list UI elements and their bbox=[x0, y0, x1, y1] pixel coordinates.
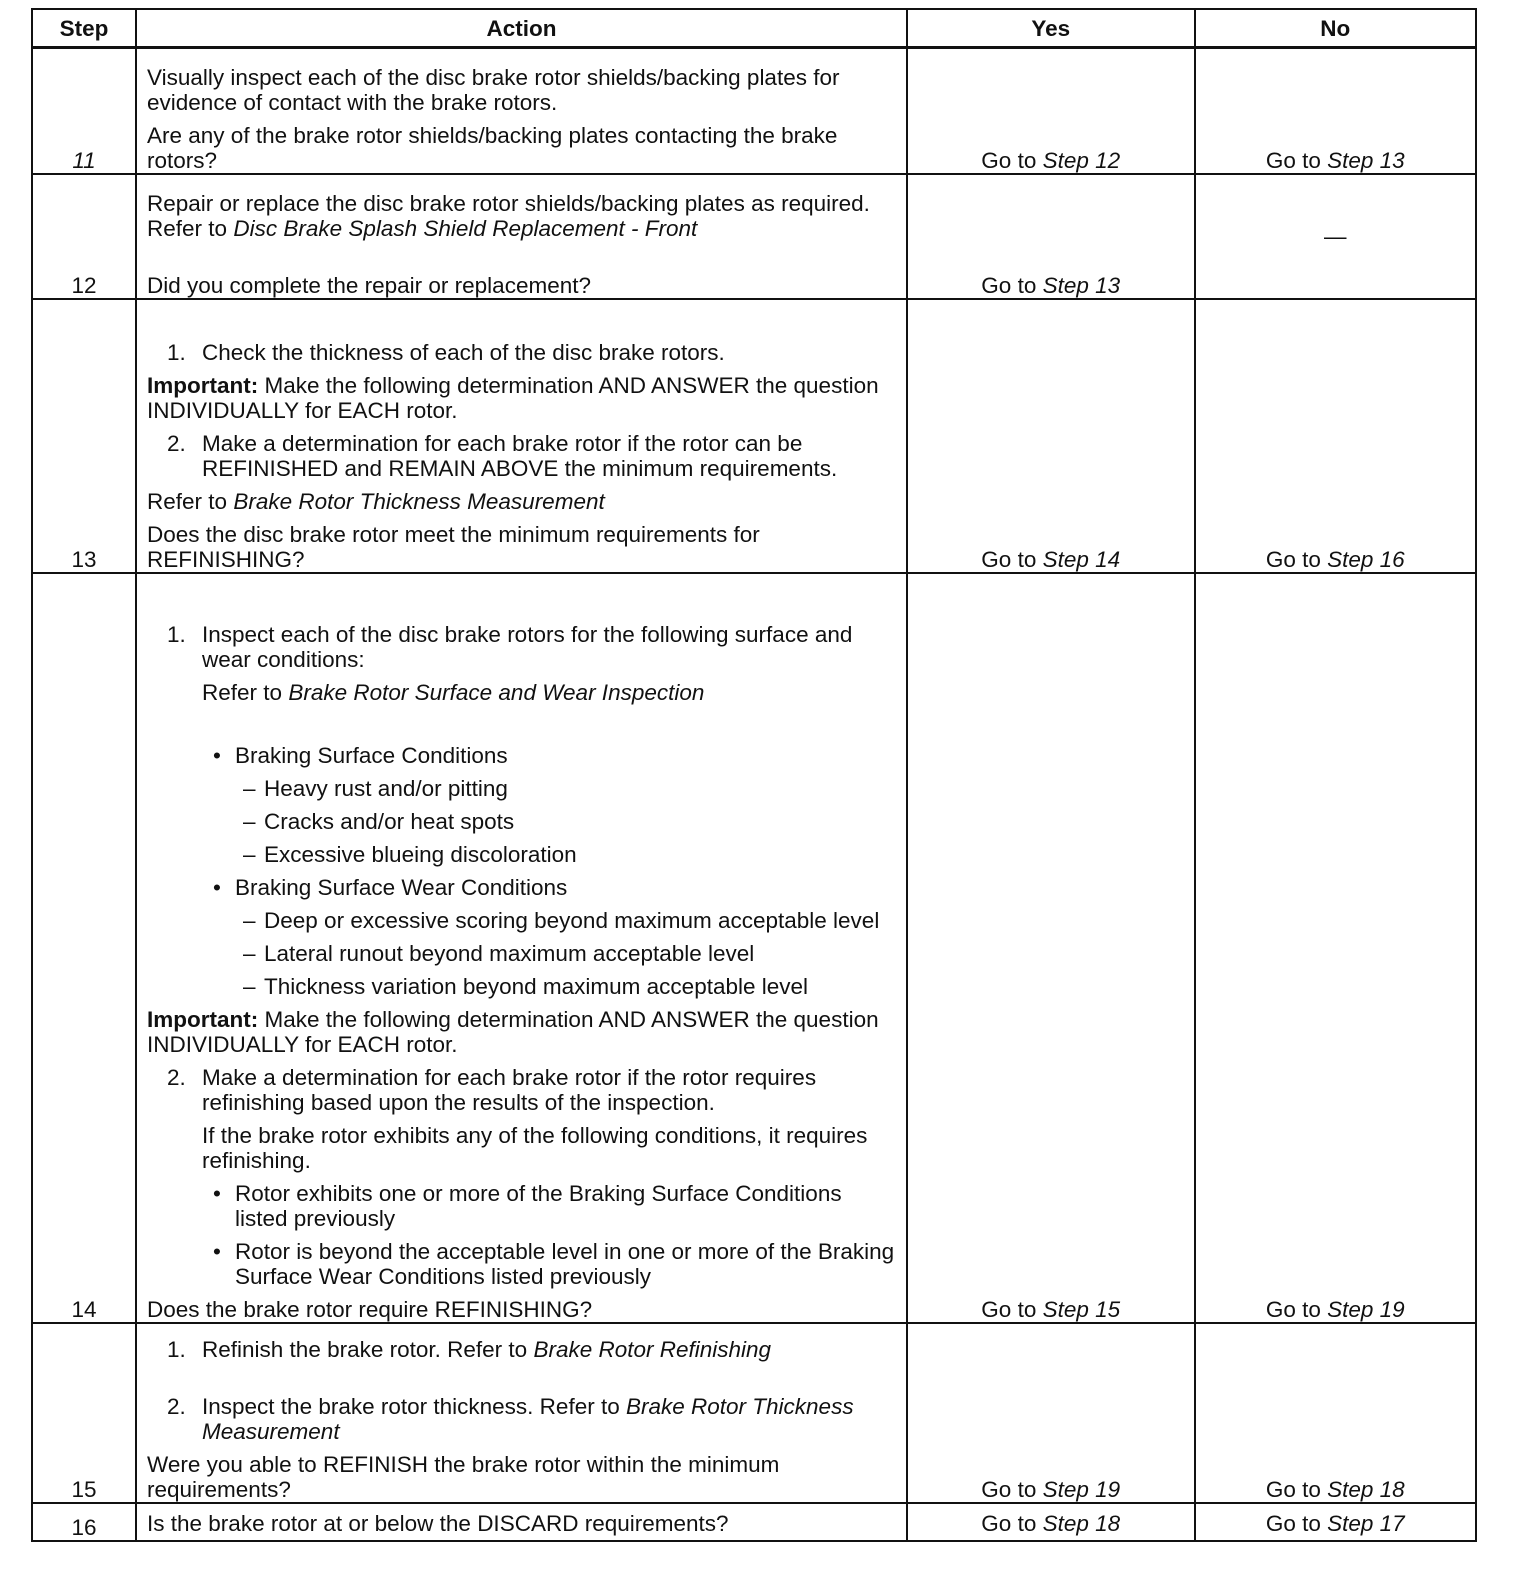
yes-step-ref: Step 15 bbox=[1042, 1296, 1121, 1322]
yes-step-ref: Step 13 bbox=[1042, 272, 1121, 298]
step-row-15 bbox=[32, 1323, 1476, 1503]
reference-prefix: Refer to bbox=[202, 679, 283, 705]
action-text: Visually inspect each of the disc brake rotor shields/backing plates for evidence of contact with the brake rotors. bbox=[147, 64, 840, 115]
yes-result bbox=[907, 174, 1195, 299]
go-to-label: Go to bbox=[981, 1510, 1037, 1536]
step-question: Were you able to REFINISH the brake rotor within the minimum requirements? bbox=[147, 1451, 780, 1502]
important-text: Make the following determination AND ANSWER the question INDIVIDUALLY for EACH rotor. bbox=[147, 372, 879, 423]
condition-bullet bbox=[147, 1181, 896, 1231]
yes-result bbox=[907, 1503, 1195, 1541]
reference-link: Brake Rotor Thickness Measurement bbox=[202, 1393, 854, 1444]
sub-bullet-text: Cracks and/or heat spots bbox=[264, 808, 515, 834]
go-to-label: Go to bbox=[981, 546, 1037, 572]
step-row-13 bbox=[32, 299, 1476, 573]
yes-step-ref: Step 12 bbox=[1042, 147, 1121, 173]
header-no: No bbox=[1195, 9, 1476, 48]
spacer bbox=[147, 1370, 896, 1394]
reference-link: Brake Rotor Thickness Measurement bbox=[233, 488, 605, 514]
important-label: Important: bbox=[147, 1006, 259, 1032]
numbered-item bbox=[147, 1394, 896, 1444]
go-to-label: Go to bbox=[981, 1476, 1037, 1502]
item-text: Check the thickness of each of the disc brake rotors. bbox=[202, 339, 725, 365]
important-label: Important: bbox=[147, 372, 259, 398]
item-number: 2. bbox=[167, 430, 186, 456]
dash-icon: – bbox=[243, 973, 256, 999]
header-step: Step bbox=[32, 9, 136, 48]
step-action bbox=[136, 299, 907, 573]
go-to-label: Go to bbox=[981, 147, 1037, 173]
no-result-dash: — bbox=[1195, 174, 1476, 299]
step-question: Did you complete the repair or replacement? bbox=[147, 272, 591, 298]
bullet-text: Braking Surface Wear Conditions bbox=[235, 874, 568, 900]
step-number: 13 bbox=[32, 299, 136, 573]
action-text bbox=[147, 191, 896, 241]
reference-link: Disc Brake Splash Shield Replacement - Front bbox=[233, 215, 698, 241]
reference-link: Brake Rotor Surface and Wear Inspection bbox=[288, 679, 705, 705]
sub-bullet-text: Thickness variation beyond maximum acceptable level bbox=[264, 973, 809, 999]
step-action bbox=[136, 48, 907, 174]
item-number: 1. bbox=[167, 621, 186, 647]
item-text: Inspect each of the disc brake rotors for the following surface and wear conditions: bbox=[202, 621, 853, 672]
sub-bullet-item bbox=[147, 842, 896, 867]
item-number: 2. bbox=[167, 1393, 186, 1419]
step-number: 16 bbox=[32, 1503, 136, 1541]
step-question: Is the brake rotor at or below the DISCARD requirements? bbox=[147, 1510, 729, 1536]
step-number: 12 bbox=[32, 174, 136, 299]
yes-result bbox=[907, 48, 1195, 174]
no-step-ref: Step 13 bbox=[1327, 147, 1405, 173]
numbered-item bbox=[147, 340, 896, 365]
no-step-ref: Step 16 bbox=[1327, 546, 1405, 572]
sub-bullet-item bbox=[147, 809, 896, 834]
item-text: Refinish the brake rotor. Refer to bbox=[202, 1336, 528, 1362]
no-result bbox=[1195, 1503, 1476, 1541]
go-to-label: Go to bbox=[1265, 147, 1321, 173]
no-result bbox=[1195, 48, 1476, 174]
step-action bbox=[136, 1323, 907, 1503]
go-to-label: Go to bbox=[1265, 1296, 1321, 1322]
yes-step-ref: Step 18 bbox=[1042, 1510, 1121, 1536]
step-action bbox=[136, 174, 907, 299]
item-text: Inspect the brake rotor thickness. Refer to bbox=[202, 1393, 620, 1419]
dash-icon: – bbox=[243, 841, 256, 867]
step-question: Are any of the brake rotor shields/backing plates contacting the brake rotors? bbox=[147, 122, 838, 173]
step-action bbox=[136, 1503, 907, 1541]
yes-result bbox=[907, 299, 1195, 573]
sub-bullet-text: Excessive blueing discoloration bbox=[264, 841, 577, 867]
reference-line bbox=[147, 489, 896, 514]
sub-bullet-item bbox=[147, 908, 896, 933]
yes-step-ref: Step 19 bbox=[1042, 1476, 1121, 1502]
item-number: 1. bbox=[167, 339, 186, 365]
item-number: 1. bbox=[167, 1336, 186, 1362]
diagnostic-procedure-page bbox=[31, 8, 1477, 1542]
bullet-dot-icon: • bbox=[213, 874, 221, 900]
item-number: 2. bbox=[167, 1064, 186, 1090]
no-result bbox=[1195, 573, 1476, 1323]
spacer bbox=[147, 249, 896, 273]
step-row-11 bbox=[32, 48, 1476, 174]
item-note: If the brake rotor exhibits any of the following conditions, it requires refinishing. bbox=[202, 1122, 868, 1173]
step-question: Does the brake rotor require REFINISHING? bbox=[147, 1296, 593, 1322]
reference-link: Brake Rotor Refinishing bbox=[533, 1336, 772, 1362]
sub-bullet-text: Deep or excessive scoring beyond maximum acceptable level bbox=[264, 907, 880, 933]
action-text-body: Repair or replace the disc brake rotor shields/backing plates as required. Refer to bbox=[147, 190, 870, 241]
bullet-item bbox=[147, 875, 896, 900]
go-to-label: Go to bbox=[981, 1296, 1037, 1322]
step-row-16 bbox=[32, 1503, 1476, 1541]
bullet-dot-icon: • bbox=[213, 1238, 221, 1264]
sub-bullet-text: Lateral runout beyond maximum acceptable level bbox=[264, 940, 755, 966]
go-to-label: Go to bbox=[1265, 1476, 1321, 1502]
condition-bullet bbox=[147, 1239, 896, 1289]
item-text: Make a determination for each brake rotor if the rotor requires refinishing based upon the results of the inspection. bbox=[202, 1064, 817, 1115]
yes-result bbox=[907, 1323, 1195, 1503]
dash-icon: – bbox=[243, 808, 256, 834]
no-result bbox=[1195, 299, 1476, 573]
condition-text: Rotor exhibits one or more of the Braking Surface Conditions listed previously bbox=[235, 1180, 842, 1231]
no-step-ref: Step 19 bbox=[1327, 1296, 1405, 1322]
step-number: 15 bbox=[32, 1323, 136, 1503]
spacer bbox=[147, 713, 896, 743]
bullet-item bbox=[147, 743, 896, 768]
step-action bbox=[136, 573, 907, 1323]
step-number: 11 bbox=[32, 48, 136, 174]
numbered-item bbox=[147, 431, 896, 481]
step-number: 14 bbox=[32, 573, 136, 1323]
step-row-12 bbox=[32, 174, 1476, 299]
important-text: Make the following determination AND ANSWER the question INDIVIDUALLY for EACH rotor. bbox=[147, 1006, 879, 1057]
condition-text: Rotor is beyond the acceptable level in one or more of the Braking Surface Wear Conditions listed previously bbox=[235, 1238, 895, 1289]
sub-bullet-item bbox=[147, 941, 896, 966]
header-row bbox=[32, 9, 1476, 48]
sub-bullet-item bbox=[147, 776, 896, 801]
numbered-item bbox=[147, 1337, 896, 1362]
dash-icon: – bbox=[243, 940, 256, 966]
dash-icon: – bbox=[243, 907, 256, 933]
no-step-ref: Step 18 bbox=[1327, 1476, 1405, 1502]
header-action: Action bbox=[136, 9, 907, 48]
yes-result bbox=[907, 573, 1195, 1323]
go-to-label: Go to bbox=[981, 272, 1037, 298]
dash-icon: – bbox=[243, 775, 256, 801]
header-yes: Yes bbox=[907, 9, 1195, 48]
step-question: Does the disc brake rotor meet the minimum requirements for REFINISHING? bbox=[147, 521, 760, 572]
important-note bbox=[147, 1007, 896, 1057]
reference-line bbox=[147, 680, 896, 705]
sub-bullet-text: Heavy rust and/or pitting bbox=[264, 775, 508, 801]
bullet-dot-icon: • bbox=[213, 1180, 221, 1206]
reference-prefix: Refer to bbox=[147, 488, 228, 514]
bullet-dot-icon: • bbox=[213, 742, 221, 768]
numbered-item bbox=[147, 1065, 896, 1115]
go-to-label: Go to bbox=[1265, 546, 1321, 572]
no-step-ref: Step 17 bbox=[1327, 1510, 1405, 1536]
bullet-text: Braking Surface Conditions bbox=[235, 742, 508, 768]
item-text: Make a determination for each brake rotor if the rotor can be REFINISHED and REMAIN ABOVE the minimum requirements. bbox=[202, 430, 838, 481]
sub-bullet-item bbox=[147, 974, 896, 999]
step-row-14 bbox=[32, 573, 1476, 1323]
go-to-label: Go to bbox=[1265, 1510, 1321, 1536]
diagnostic-step-table bbox=[31, 8, 1477, 1542]
no-result bbox=[1195, 1323, 1476, 1503]
important-note bbox=[147, 373, 896, 423]
yes-step-ref: Step 14 bbox=[1042, 546, 1121, 572]
numbered-item bbox=[147, 622, 896, 672]
